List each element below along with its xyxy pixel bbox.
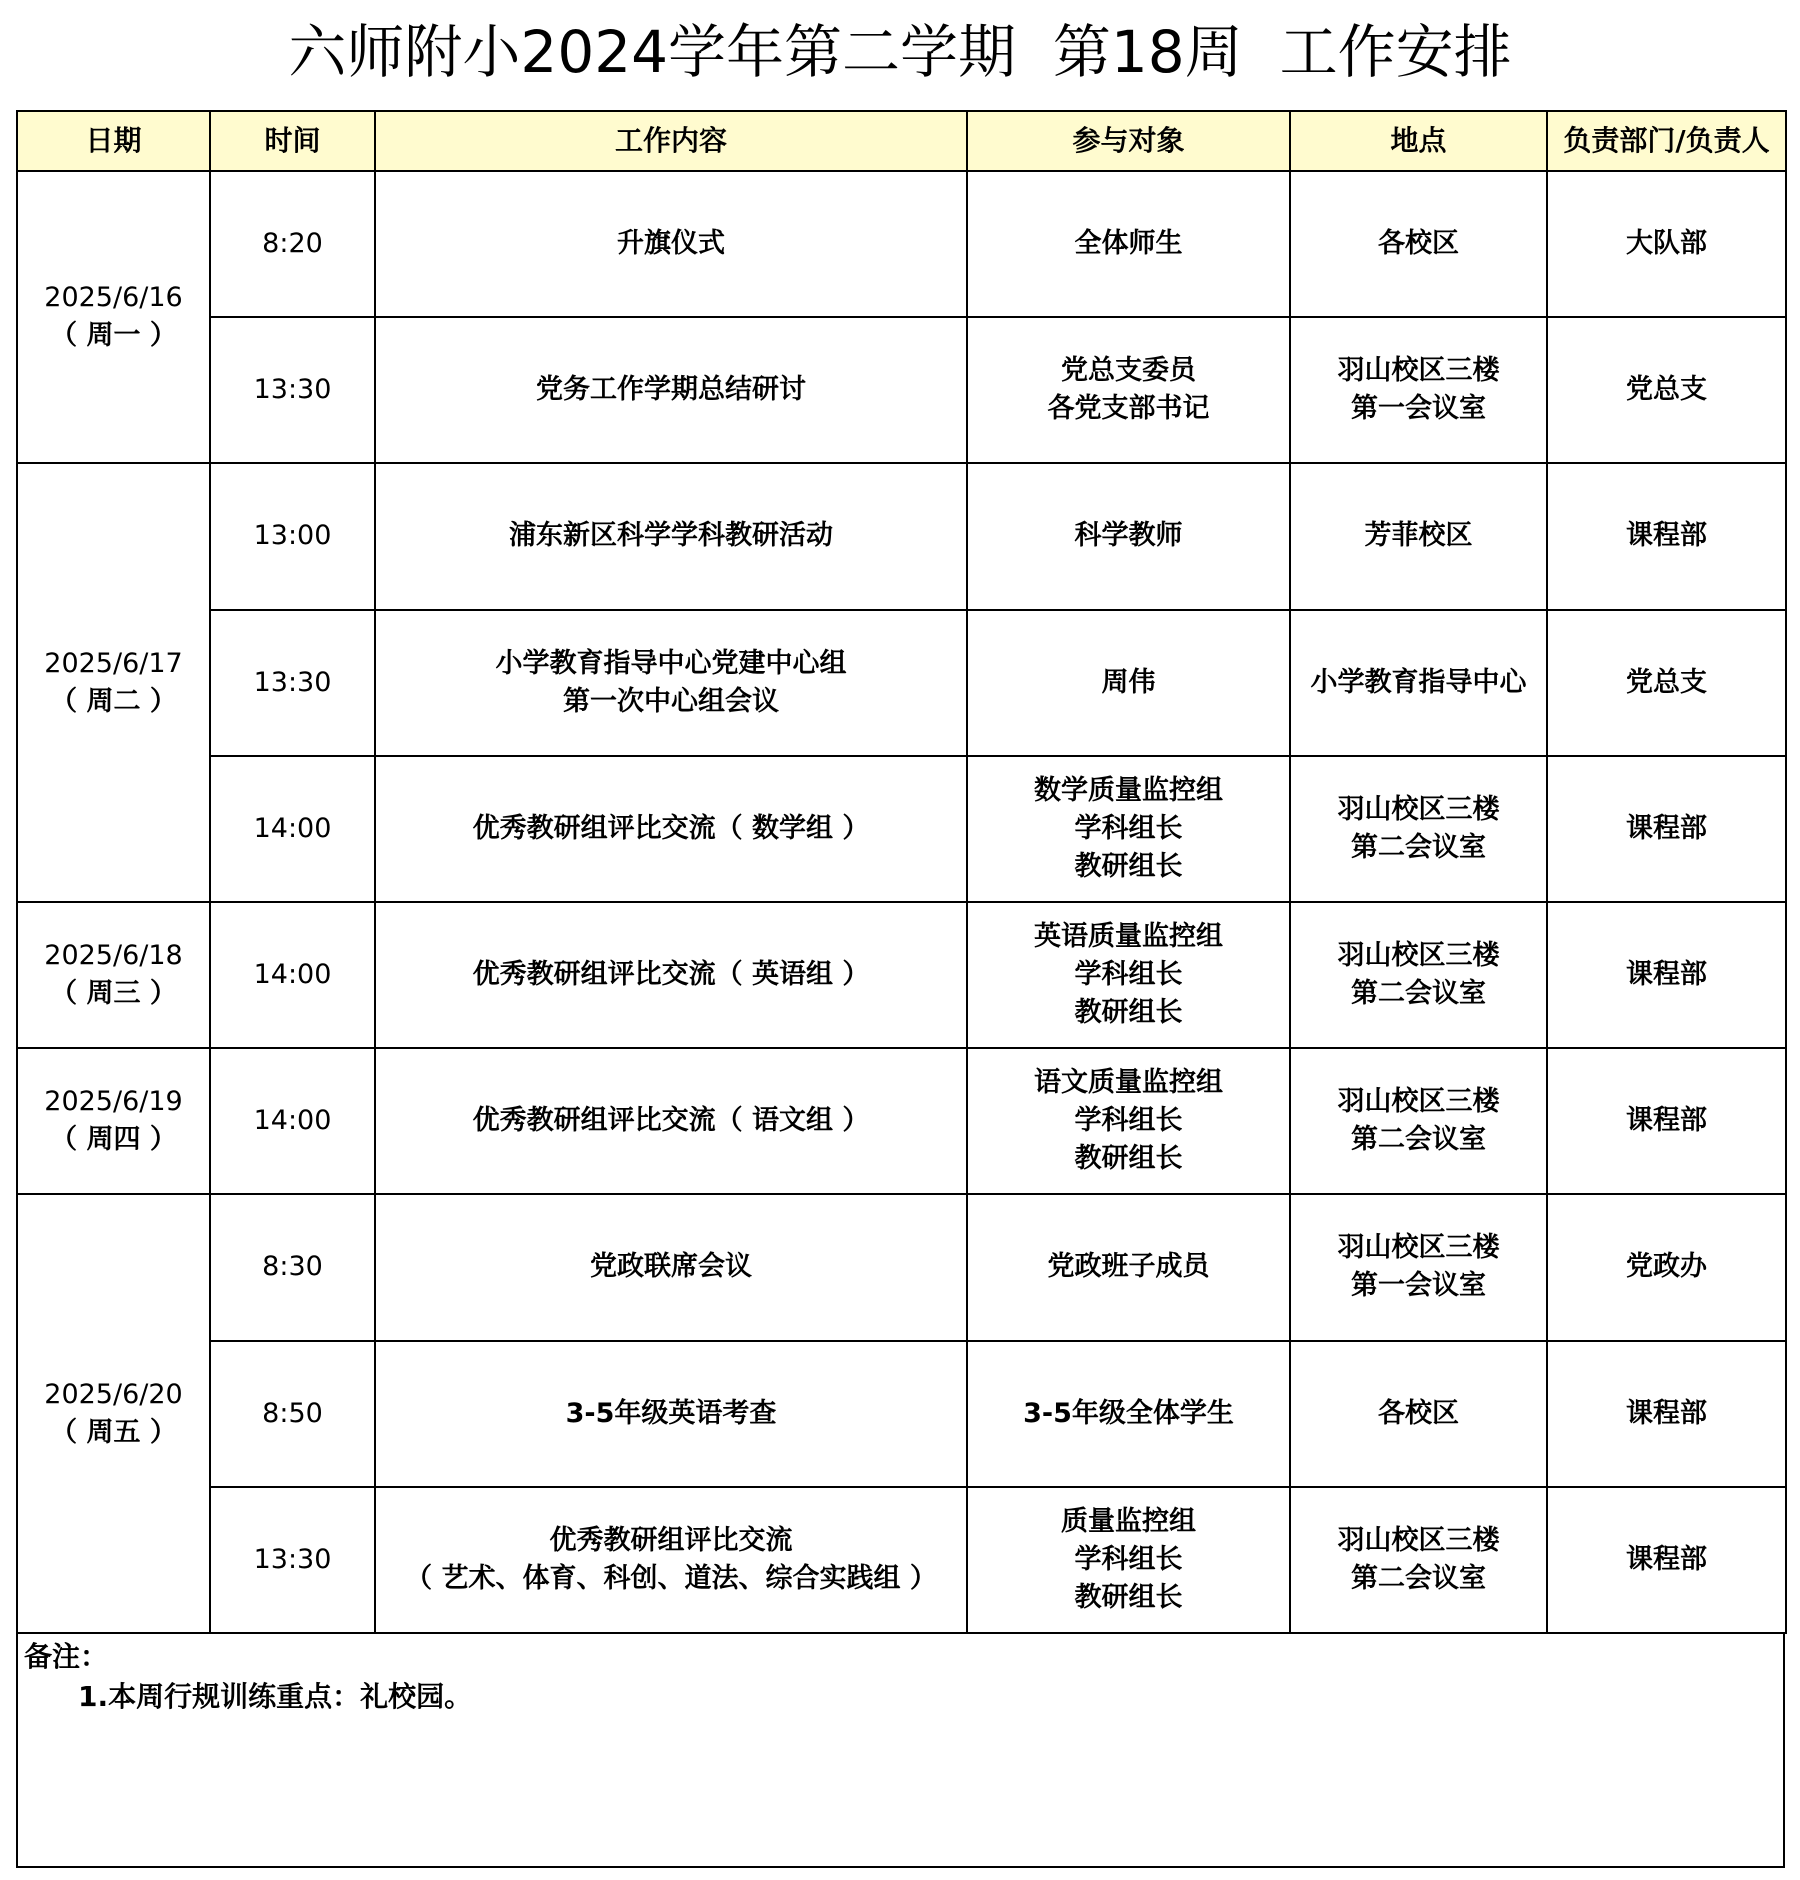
time-cell: 14:00 (210, 1048, 375, 1194)
content-cell (375, 1487, 967, 1633)
schedule-body (17, 171, 1786, 1633)
participants-cell-line: 党政班子成员 (1047, 1251, 1210, 1283)
header-time: 时间 (210, 111, 375, 171)
location-cell-line: 小学教育指导中心 (1310, 666, 1527, 698)
location-cell-line: 羽山校区三楼 (1337, 940, 1500, 972)
time-cell: 13:30 (210, 317, 375, 463)
location-cell (1290, 1341, 1547, 1487)
participants-cell (967, 317, 1290, 463)
content-cell-line: 优秀教研组评比交流（ 语文组 ） (472, 1105, 870, 1137)
participants-cell (967, 1194, 1290, 1340)
content-cell (375, 1194, 967, 1340)
location-cell (1290, 756, 1547, 902)
location-cell-line: 第二会议室 (1351, 831, 1486, 863)
table-row (17, 902, 1786, 1048)
date-cell (17, 1048, 210, 1194)
table-row (17, 1048, 1786, 1194)
location-cell-line: 各校区 (1378, 228, 1459, 260)
time-cell: 8:20 (210, 171, 375, 317)
participants-cell (967, 1487, 1290, 1633)
participants-cell (967, 1048, 1290, 1194)
participants-cell-line: 教研组长 (1074, 1581, 1183, 1613)
content-cell-line: 优秀教研组评比交流 (549, 1524, 793, 1556)
location-cell (1290, 902, 1547, 1048)
content-cell (375, 463, 967, 609)
responsible-cell: 党政办 (1547, 1194, 1786, 1340)
date-value: 2025/6/17 (44, 647, 183, 679)
time-cell: 13:30 (210, 1487, 375, 1633)
location-cell (1290, 1048, 1547, 1194)
content-cell (375, 317, 967, 463)
participants-cell-line: 学科组长 (1074, 812, 1183, 844)
date-cell (17, 463, 210, 902)
date-value: 2025/6/16 (44, 282, 183, 314)
responsible-cell: 课程部 (1547, 1341, 1786, 1487)
content-cell-line: 升旗仪式 (617, 228, 725, 260)
participants-cell-line: 各党支部书记 (1047, 393, 1210, 425)
content-cell-line: 小学教育指导中心党建中心组 (495, 647, 847, 679)
header-content: 工作内容 (375, 111, 967, 171)
time-cell: 8:50 (210, 1341, 375, 1487)
content-cell (375, 1341, 967, 1487)
table-row (17, 1194, 1786, 1340)
location-cell-line: 第一会议室 (1351, 1270, 1486, 1302)
weekday-value: （ 周四 ） (50, 1124, 177, 1156)
participants-cell-line: 数学质量监控组 (1034, 774, 1223, 806)
participants-cell-line: 学科组长 (1074, 1105, 1183, 1137)
time-cell: 13:30 (210, 610, 375, 756)
notes-item: 1.本周行规训练重点：礼校园。 (78, 1680, 473, 1713)
table-row (17, 463, 1786, 609)
responsible-cell: 课程部 (1547, 756, 1786, 902)
location-cell (1290, 610, 1547, 756)
notes-heading: 备注： (24, 1640, 109, 1673)
participants-cell-line: 质量监控组 (1061, 1505, 1196, 1537)
time-cell: 13:00 (210, 463, 375, 609)
date-cell (17, 1194, 210, 1633)
content-cell-line: 优秀教研组评比交流（ 英语组 ） (472, 959, 870, 991)
location-cell (1290, 1487, 1547, 1633)
table-row (17, 610, 1786, 756)
participants-cell-line: 全体师生 (1074, 228, 1183, 260)
location-cell (1290, 317, 1547, 463)
content-cell (375, 902, 967, 1048)
page-title: 六师附小2024学年第二学期 第18周 工作安排 (288, 18, 1512, 86)
date-cell (17, 902, 210, 1048)
participants-cell-line: 教研组长 (1074, 1143, 1183, 1175)
time-cell: 8:30 (210, 1194, 375, 1340)
location-cell-line: 羽山校区三楼 (1337, 793, 1500, 825)
participants-cell (967, 902, 1290, 1048)
header-date: 日期 (17, 111, 210, 171)
responsible-cell: 党总支 (1547, 317, 1786, 463)
table-row (17, 317, 1786, 463)
weekday-value: （ 周三 ） (50, 978, 177, 1010)
location-cell-line: 第二会议室 (1351, 1562, 1486, 1594)
participants-cell-line: 科学教师 (1074, 520, 1183, 552)
participants-cell-line: 教研组长 (1074, 850, 1183, 882)
date-value: 2025/6/18 (44, 940, 183, 972)
participants-cell (967, 610, 1290, 756)
location-cell-line: 各校区 (1378, 1397, 1459, 1429)
content-cell-line: 第一次中心组会议 (563, 685, 779, 717)
weekday-value: （ 周二 ） (50, 685, 177, 717)
content-cell-line: 浦东新区科学学科教研活动 (509, 520, 833, 552)
table-row (17, 756, 1786, 902)
content-cell-line: 党政联席会议 (590, 1251, 752, 1283)
participants-cell (967, 1341, 1290, 1487)
content-cell-line: 党务工作学期总结研讨 (536, 374, 806, 406)
content-cell (375, 1048, 967, 1194)
table-row (17, 171, 1786, 317)
location-cell-line: 羽山校区三楼 (1337, 1524, 1500, 1556)
location-cell-line: 第一会议室 (1351, 393, 1486, 425)
content-cell-line: 3-5年级英语考查 (565, 1397, 777, 1429)
responsible-cell: 课程部 (1547, 463, 1786, 609)
location-cell-line: 第二会议室 (1351, 978, 1486, 1010)
time-cell: 14:00 (210, 756, 375, 902)
date-value: 2025/6/20 (44, 1378, 183, 1410)
header-location: 地点 (1290, 111, 1547, 171)
location-cell-line: 第二会议室 (1351, 1124, 1486, 1156)
participants-cell-line: 党总支委员 (1061, 355, 1196, 387)
date-cell (17, 171, 210, 463)
location-cell (1290, 171, 1547, 317)
content-cell (375, 756, 967, 902)
participants-cell (967, 171, 1290, 317)
participants-cell-line: 英语质量监控组 (1034, 921, 1223, 953)
content-cell (375, 171, 967, 317)
participants-cell (967, 756, 1290, 902)
date-value: 2025/6/19 (44, 1086, 183, 1118)
responsible-cell: 课程部 (1547, 1487, 1786, 1633)
responsible-cell: 大队部 (1547, 171, 1786, 317)
location-cell (1290, 1194, 1547, 1340)
participants-cell-line: 学科组长 (1074, 959, 1183, 991)
participants-cell-line: 语文质量监控组 (1034, 1067, 1223, 1099)
location-cell-line: 羽山校区三楼 (1337, 1232, 1500, 1264)
header-row (17, 111, 1786, 171)
participants-cell (967, 463, 1290, 609)
header-participants: 参与对象 (967, 111, 1290, 171)
participants-cell-line: 教研组长 (1074, 997, 1183, 1029)
participants-cell-line: 3-5年级全体学生 (1023, 1397, 1234, 1429)
content-cell-line: （ 艺术、体育、科创、道法、综合实践组 ） (405, 1562, 937, 1594)
notes-box (16, 1632, 1785, 1868)
table-row (17, 1341, 1786, 1487)
responsible-cell: 课程部 (1547, 902, 1786, 1048)
location-cell (1290, 463, 1547, 609)
weekday-value: （ 周一 ） (50, 320, 177, 352)
table-row (17, 1487, 1786, 1633)
header-responsible: 负责部门/负责人 (1547, 111, 1786, 171)
location-cell-line: 芳菲校区 (1364, 520, 1473, 552)
participants-cell-line: 周伟 (1101, 666, 1156, 698)
time-cell: 14:00 (210, 902, 375, 1048)
location-cell-line: 羽山校区三楼 (1337, 1086, 1500, 1118)
weekday-value: （ 周五 ） (50, 1416, 177, 1448)
content-cell (375, 610, 967, 756)
participants-cell-line: 学科组长 (1074, 1543, 1183, 1575)
content-cell-line: 优秀教研组评比交流（ 数学组 ） (472, 812, 870, 844)
responsible-cell: 党总支 (1547, 610, 1786, 756)
responsible-cell: 课程部 (1547, 1048, 1786, 1194)
schedule-table (16, 110, 1787, 1634)
location-cell-line: 羽山校区三楼 (1337, 355, 1500, 387)
